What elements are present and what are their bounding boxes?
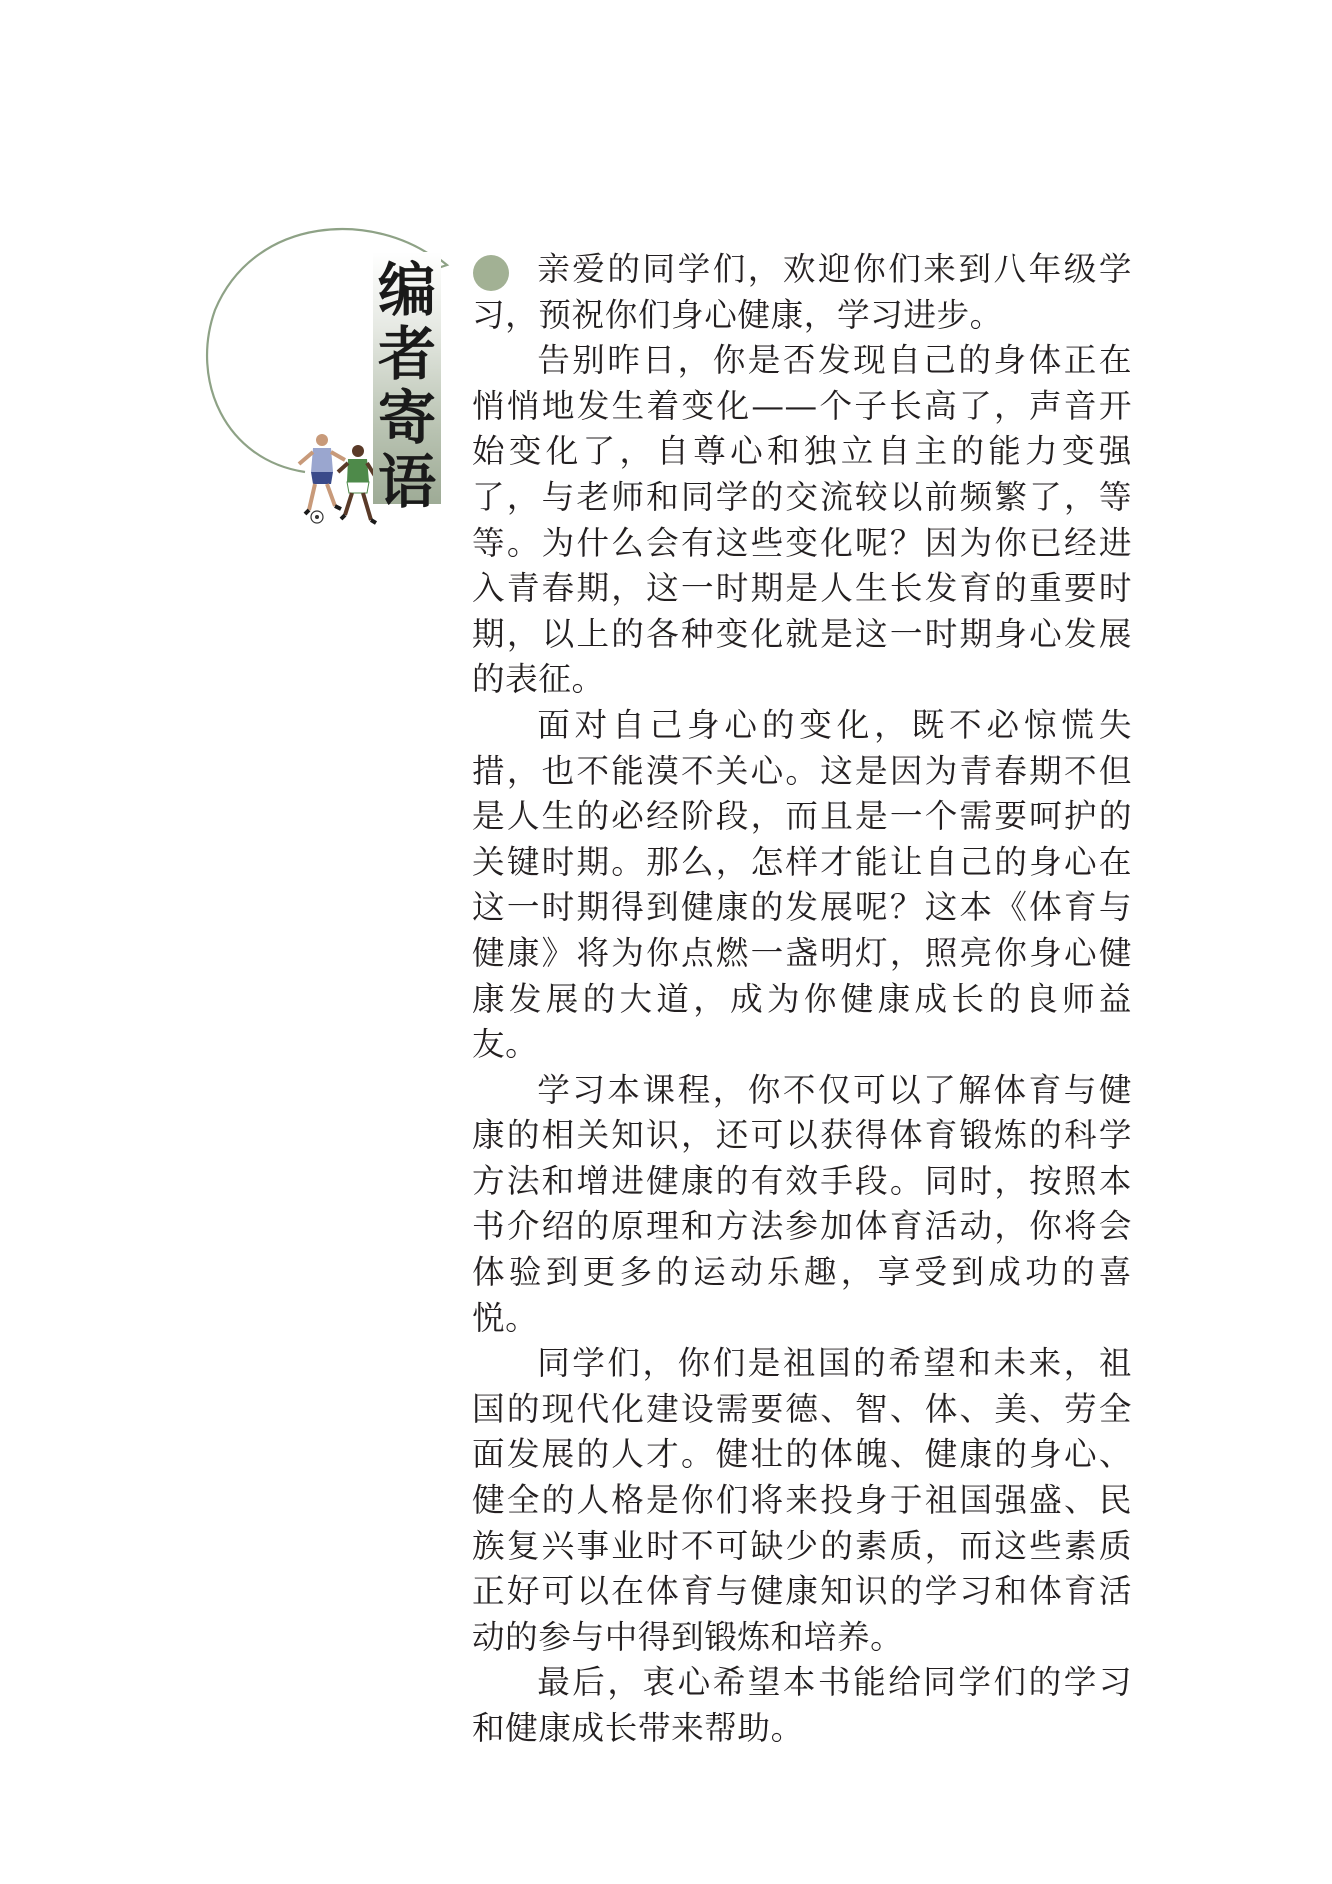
paragraph: 亲爱的同学们，欢迎你们来到八年级学习，预祝你们身心健康，学习进步。 — [472, 250, 1132, 334]
soccer-players-illustration — [299, 434, 376, 523]
foreword-body — [472, 247, 1132, 1752]
page-title: 编者寄语 — [377, 256, 436, 516]
paragraph: 告别昨日，你是否发现自己的身体正在悄悄地发生着变化——个子长高了，声音开始变化了，自尊心和独立自主的能力变强了，与老师和同学的交流较以前频繁了，等等。为什么会有这些变化呢？因为你已经进入青春期，这一时期是人生长发育的重要时期，以上的各种变化就是这一时期身心发展的表征。 — [472, 341, 1132, 699]
paragraph: 学习本课程，你不仅可以了解体育与健康的相关知识，还可以获得体育锻炼的科学方法和增进健康的有效手段。同时，按照本书介绍的原理和方法参加体育活动，你将会体验到更多的运动乐趣，享受到成功的喜悦。 — [472, 1070, 1132, 1337]
paragraph: 最后，衷心希望本书能给同学们的学习和健康成长带来帮助。 — [472, 1663, 1132, 1747]
paragraph: 同学们，你们是祖国的希望和未来，祖国的现代化建设需要德、智、体、美、劳全面发展的人才。健壮的体魄、健康的身心、健全的人格是你们将来投身于祖国强盛、民族复兴事业时不可缺少的素质，而这些素质正好可以在体育与健康知识的学习和体育活动的参与中得到锻炼和培养。 — [472, 1344, 1132, 1656]
paragraph: 面对自己身心的变化，既不必惊慌失措，也不能漠不关心。这是因为青春期不但是人生的必经阶段，而且是一个需要呵护的关键时期。那么，怎样才能让自己的身心在这一时期得到健康的发展呢？这本《体育与健康》将为你点燃一盏明灯，照亮你身心健康发展的大道，成为你健康成长的良师益友。 — [472, 705, 1132, 1064]
